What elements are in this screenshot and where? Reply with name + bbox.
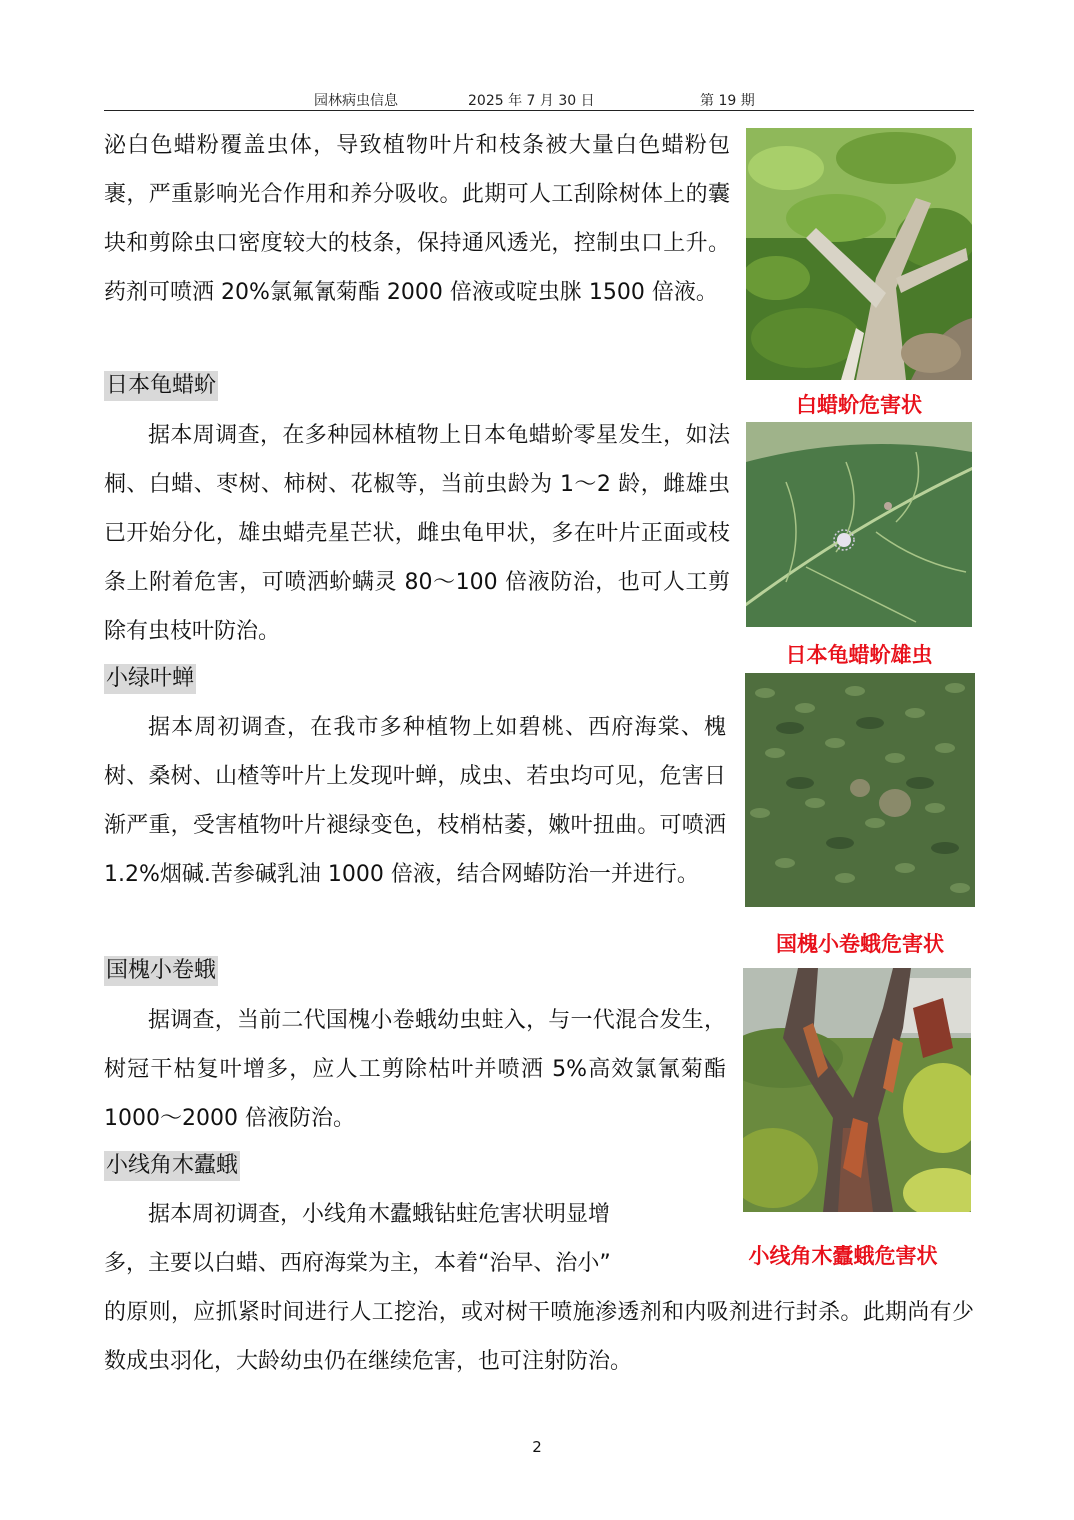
section-title-riben: 日本龟蜡蚧 <box>104 371 218 401</box>
caption-photo-4: 小线角木蠹蛾危害状 <box>748 1244 938 1268</box>
section-title-yechan: 小绿叶蝉 <box>104 664 196 694</box>
riben-paragraph: 据本周调查，在多种园林植物上日本龟蜡蚧零星发生，如法桐、白蜡、枣树、柿树、花椒等，当前虫龄为 1～2 龄，雌雄虫已开始分化，雄虫蜡壳星芒状，雌虫龟甲状，多在叶片正面或枝条上附着危害，可喷洒蚧螨灵 80～100 倍液防治，也可人工剪除有虫枝叶防治。 <box>104 423 730 644</box>
caption-photo-2: 日本龟蜡蚧雄虫 <box>785 643 933 667</box>
photo-japanese-wax-scale-male <box>746 422 972 627</box>
page-number: 2 <box>532 1438 542 1456</box>
due-paragraph-line-2: 多，主要以白蜡、西府海棠为主，本着“治早、治小” <box>104 1251 611 1276</box>
issue-number: 第 19 期 <box>700 93 755 109</box>
page-header <box>104 88 974 111</box>
photo-carpenter-moth-trunk-damage <box>743 968 971 1212</box>
caption-photo-3: 国槐小卷蛾危害状 <box>776 932 944 956</box>
caption-photo-1: 白蜡蚧危害状 <box>796 393 922 417</box>
due-paragraph-line-1: 据本周初调查，小线角木蠹蛾钻蛀危害状明显增 <box>148 1202 611 1227</box>
baila-paragraph-continued: 泌白色蜡粉覆盖虫体，导致植物叶片和枝条被大量白色蜡粉包裹，严重影响光合作用和养分吸收。此期可人工刮除树体上的囊块和剪除虫口密度较大的枝条，保持通风透光，控制虫口上升。药剂可喷洒 20%氯氟氰菊酯 2000 倍液或啶虫脒 1500 倍液。 <box>104 133 730 305</box>
photo-leaf-damage-foliage <box>745 673 975 907</box>
photo-white-wax-scale-damage <box>746 128 972 380</box>
yechan-paragraph: 据本周初调查，在我市多种植物上如碧桃、西府海棠、槐树、桑树、山楂等叶片上发现叶蝉，成虫、若虫均可见，危害日渐严重，受害植物叶片褪绿变色，枝梢枯萎，嫩叶扭曲。可喷洒 1.2%烟碱.苦参碱乳油 1000 倍液，结合网蝽防治一并进行。 <box>104 715 726 887</box>
issue-date: 2025 年 7 月 30 日 <box>468 93 595 109</box>
section-title-juane: 国槐小卷蛾 <box>104 956 218 986</box>
due-paragraph-rest: 的原则，应抓紧时间进行人工挖治，或对树干喷施渗透剂和内吸剂进行封杀。此期尚有少数成虫羽化，大龄幼虫仍在继续危害，也可注射防治。 <box>104 1300 974 1374</box>
section-title-due: 小线角木蠹蛾 <box>104 1151 240 1181</box>
juane-paragraph: 据调查，当前二代国槐小卷蛾幼虫蛀入，与一代混合发生，树冠干枯复叶增多，应人工剪除枯叶并喷洒 5%高效氯氰菊酯 1000～2000 倍液防治。 <box>104 1008 726 1131</box>
publication-name: 园林病虫信息 <box>314 93 398 109</box>
